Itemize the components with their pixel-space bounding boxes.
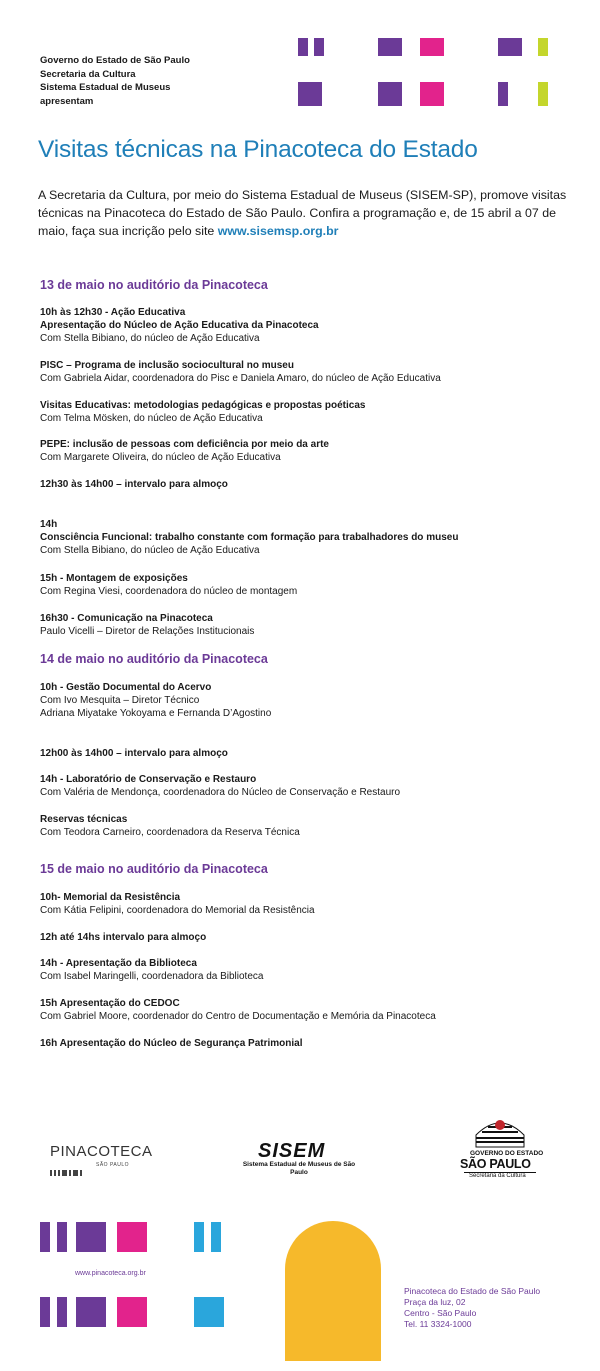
event-title: 14h - Laboratório de Conservação e Restauro xyxy=(40,774,257,785)
event-detail: Com Kátia Felipini, coordenadora do Memorial da Resistência xyxy=(40,905,315,916)
event-item xyxy=(40,891,315,917)
day-heading: 15 de maio no auditório da Pinacoteca xyxy=(40,862,268,876)
event-detail: Com Valéria de Mendonça, coordenadora do Núcleo de Conservação e Restauro xyxy=(40,787,401,798)
decor-arch xyxy=(285,1221,381,1361)
website-link[interactable]: www.sisemsp.org.br xyxy=(217,224,339,238)
event-item xyxy=(40,438,329,464)
decor-square xyxy=(76,1222,106,1252)
decor-square xyxy=(498,38,522,56)
decor-square xyxy=(538,38,548,56)
presenter-line: Sistema Estadual de Museus xyxy=(40,82,171,93)
intro-paragraph xyxy=(38,186,568,240)
decor-square xyxy=(57,1297,67,1327)
decor-square xyxy=(117,1222,147,1252)
event-title: 15h - Montagem de exposições xyxy=(40,573,188,584)
event-detail: Com Stella Bibiano, do núcleo de Ação Educativa xyxy=(40,333,260,344)
event-detail: Adriana Miyatake Yokoyama e Fernanda D’Agostino xyxy=(40,708,272,719)
event-detail: Com Gabriela Aidar, coordenadora do Pisc e Daniela Amaro, do núcleo de Ação Educativa xyxy=(40,373,441,384)
event-item xyxy=(40,997,436,1023)
event-detail: Com Teodora Carneiro, coordenadora da Reserva Técnica xyxy=(40,827,300,838)
decor-square xyxy=(420,82,444,106)
presenter-line: Secretaria da Cultura xyxy=(40,68,136,80)
government-logo-subtitle: Secretaria da Cultura xyxy=(469,1173,526,1179)
address-line: Centro - São Paulo xyxy=(404,1308,477,1318)
event-item xyxy=(40,1037,303,1050)
address-line: Praça da luz, 02 xyxy=(404,1297,466,1307)
decor-square xyxy=(314,38,324,56)
event-item xyxy=(40,359,441,385)
address-line: Tel. 11 3324-1000 xyxy=(404,1319,472,1329)
day-heading: 13 de maio no auditório da Pinacoteca xyxy=(40,278,268,292)
event-detail: Com Ivo Mesquita – Diretor Técnico xyxy=(40,695,200,706)
event-item xyxy=(40,681,271,720)
event-detail: Com Gabriel Moore, coordenador do Centro de Documentação e Memória da Pinacoteca xyxy=(40,1011,436,1022)
decor-square xyxy=(40,1222,50,1252)
event-item xyxy=(40,957,263,983)
footer-website-link[interactable]: www.pinacoteca.org.br xyxy=(75,1270,146,1277)
address-line: Pinacoteca do Estado de São Paulo xyxy=(404,1286,541,1296)
decor-square xyxy=(57,1222,67,1252)
decor-square xyxy=(498,82,508,106)
event-item xyxy=(40,306,319,345)
decor-square xyxy=(420,38,444,56)
intro-text: A Secretaria da Cultura, por meio do Sistema Estadual de Museus (SISEM-SP), promove visitas técnicas na Pinacoteca do Estado de São Paulo. Confira a programação e, de 15 abril a 07 de maio, faça sua incrição pelo site xyxy=(38,188,567,238)
presenter-line: apresentam xyxy=(40,95,94,107)
event-title: 14h - Apresentação da Biblioteca xyxy=(40,958,197,969)
event-title: Reservas técnicas xyxy=(40,814,128,825)
decor-square xyxy=(211,1222,221,1252)
page-title: Visitas técnicas na Pinacoteca do Estado xyxy=(38,136,478,163)
pinacoteca-marks-icon xyxy=(50,1170,94,1176)
event-item xyxy=(40,773,400,799)
sisem-logo: SISEM xyxy=(258,1140,326,1162)
event-detail: Com Stella Bibiano, do núcleo de Ação Educativa xyxy=(40,545,260,556)
government-logo-title: SÃO PAULO xyxy=(460,1157,531,1171)
decor-square xyxy=(378,82,402,106)
decor-square xyxy=(298,82,322,106)
event-item xyxy=(40,572,297,598)
event-item xyxy=(40,399,365,425)
event-detail: Paulo Vicelli – Diretor de Relações Institucionais xyxy=(40,626,255,637)
presenter-line: Governo do Estado de São Paulo xyxy=(40,55,190,66)
event-title: 10h- Memorial da Resistência xyxy=(40,892,181,903)
pinacoteca-logo-marks xyxy=(50,1163,94,1181)
government-logo-line: GOVERNO DO ESTADO xyxy=(470,1150,544,1157)
event-item xyxy=(40,518,458,557)
sisem-logo-subtitle: Sistema Estadual de Museus de São Paulo xyxy=(242,1161,356,1176)
event-item xyxy=(40,931,206,944)
pinacoteca-city: SÃO PAULO xyxy=(96,1162,130,1168)
day-heading: 14 de maio no auditório da Pinacoteca xyxy=(40,652,268,666)
event-title: PISC – Programa de inclusão sociocultural no museu xyxy=(40,360,294,371)
event-title: 12h até 14hs intervalo para almoço xyxy=(40,932,207,943)
event-title: Consciência Funcional: trabalho constante com formação para trabalhadores do museu xyxy=(40,532,459,543)
event-title: 14h xyxy=(40,519,58,530)
event-item xyxy=(40,747,228,760)
event-title: 12h30 às 14h00 – intervalo para almoço xyxy=(40,479,228,490)
event-title: 16h30 - Comunicação na Pinacoteca xyxy=(40,613,213,624)
sao-paulo-flag-icon xyxy=(474,1117,526,1154)
event-detail: Com Isabel Maringelli, coordenadora da Biblioteca xyxy=(40,971,264,982)
event-detail: Com Telma Mösken, do núcleo de Ação Educativa xyxy=(40,413,263,424)
decor-square xyxy=(378,38,402,56)
presenters-block xyxy=(40,54,190,108)
event-title: Visitas Educativas: metodologias pedagógicas e propostas poéticas xyxy=(40,400,366,411)
decor-square xyxy=(298,38,308,56)
decor-square xyxy=(40,1297,50,1327)
event-item xyxy=(40,478,228,491)
decor-square xyxy=(194,1297,224,1327)
event-detail: Com Regina Viesi, coordenadora do núcleo de montagem xyxy=(40,586,298,597)
event-title: Apresentação do Núcleo de Ação Educativa da Pinacoteca xyxy=(40,320,319,331)
decor-square xyxy=(194,1222,204,1252)
event-item xyxy=(40,612,254,638)
footer-address xyxy=(404,1286,540,1330)
event-title: 10h - Gestão Documental do Acervo xyxy=(40,682,212,693)
event-title: 12h00 às 14h00 – intervalo para almoço xyxy=(40,748,228,759)
decor-square xyxy=(76,1297,106,1327)
event-item xyxy=(40,813,300,839)
decor-square xyxy=(117,1297,147,1327)
decor-square xyxy=(538,82,548,106)
event-title: 10h às 12h30 - Ação Educativa xyxy=(40,307,186,318)
event-title: PEPE: inclusão de pessoas com deficiência por meio da arte xyxy=(40,439,329,450)
event-detail: Com Margarete Oliveira, do núcleo de Ação Educativa xyxy=(40,452,281,463)
event-title: 16h Apresentação do Núcleo de Segurança Patrimonial xyxy=(40,1038,303,1049)
pinacoteca-logo: PINACOTECA xyxy=(50,1143,153,1160)
event-title: 15h Apresentação do CEDOC xyxy=(40,998,180,1009)
